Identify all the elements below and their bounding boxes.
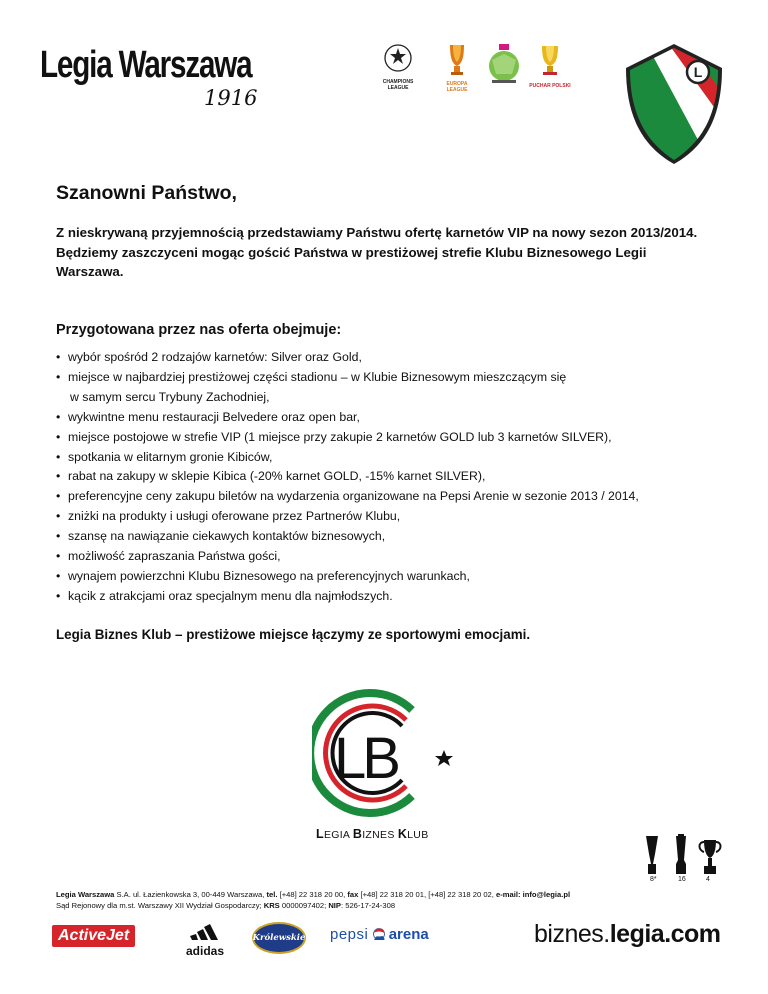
europa-league-caption-2: LEAGUE [446, 87, 468, 93]
intro-paragraph: Z nieskrywaną przyjemnością przedstawiamy Państwu ofertę karnetów VIP na nowy sezon 2013/2014. Będziemy zaszczyceni mogąc gościć Państwa w prestiżowej strefie Klubu Biznesowego Legii Warszawa. [56, 225, 698, 279]
lbk-caption: LEGIA BIZNES KLUB [316, 827, 429, 841]
offer-item: • zniżki na produkty i usługi oferowane przez Partnerów Klubu, [56, 507, 736, 527]
krolewskie-logo: Królewskie [252, 922, 306, 954]
champions-league-caption-2: LEAGUE [387, 85, 409, 91]
europa-league-caption-1: EUROPA [446, 81, 468, 87]
offer-item: • miejsce w najbardziej prestiżowej części stadionu – w Klubie Biznesowym mieszczącym się w samym sercu Trybuny Zachodniej, [56, 368, 736, 408]
offer-item: • wykwintne menu restauracji Belvedere oraz open bar, [56, 408, 736, 428]
offer-item: • kącik z atrakcjami oraz specjalnym menu dla najmłodszych. [56, 587, 736, 607]
champions-league-logo [374, 42, 422, 100]
offer-item: • możliwość zapraszania Państwa gości, [56, 547, 736, 567]
brand-year: 1916 [204, 86, 258, 110]
offer-item: • szansę na nawiązanie ciekawych kontaktów biznesowych, [56, 527, 736, 547]
puchar-polski-logo [526, 42, 574, 100]
offer-item: • rabat na zakupy w sklepie Kibica (-20% karnet GOLD, -15% karnet SILVER), [56, 467, 736, 487]
europa-cup-icon [441, 42, 473, 76]
footer-registration: Sąd Rejonowy dla m.st. Warszawy XII Wydział Gospodarczy; KRS 0000097402; NIP: 526-17-24-308 [56, 901, 396, 910]
puchar-polski-caption: PUCHAR POLSKI [529, 83, 571, 89]
lbk-monogram: LB [334, 726, 397, 791]
trophy-count-1: 8* [650, 876, 657, 883]
offer-item: • wybór spośród 2 rodzajów karnetów: Silver oraz Gold, [56, 348, 736, 368]
offer-title: Przygotowana przez nas oferta obejmuje: [56, 322, 342, 338]
trophy-count-3: 4 [706, 876, 710, 883]
trophies-icon [640, 834, 728, 876]
lbk-logo-icon [312, 686, 472, 820]
adidas-stripes-icon [190, 924, 220, 940]
closing-line: Legia Biznes Klub – prestiżowe miejsce łączymy ze sportowymi emocjami. [56, 627, 531, 642]
europa-league-logo [433, 42, 481, 100]
legia-crest-icon [620, 42, 728, 166]
offer-item: • wynajem powierzchni Klubu Biznesowego na preferencyjnych warunkach, [56, 567, 736, 587]
adidas-logo: adidas [180, 924, 230, 957]
starball-icon [382, 42, 414, 74]
site-url[interactable]: biznes.legia.com [534, 920, 721, 948]
trophy-count-2: 16 [678, 876, 686, 883]
svg-text:L: L [693, 64, 703, 80]
offer-list [56, 348, 736, 607]
offer-item: • spotkania w elitarnym gronie Kibiców, [56, 448, 736, 468]
pepsi-arena-logo: pepsi arena [330, 926, 429, 943]
greeting: Szanowni Państwo, [56, 182, 237, 204]
champions-league-caption-1: CHAMPIONS [382, 79, 414, 85]
activejet-logo: ActiveJet [52, 925, 135, 947]
footer-address: Legia Warszawa S.A. ul. Łazienkowska 3, 00-449 Warszawa, tel. [+48] 22 318 20 00, fax [+48] 22 318 20 01, [+48] 22 318 20 02, e-mail: info@legia.pl [56, 890, 571, 899]
polish-cup-icon [532, 42, 568, 78]
offer-item: • preferencyjne ceny zakupu biletów na wydarzenia organizowane na Pepsi Arenie w sezonie 2013 / 2014, [56, 487, 736, 507]
pepsi-globe-icon [373, 928, 385, 940]
offer-item: • miejsce postojowe w strefie VIP (1 miejsce przy zakupie 2 karnetów GOLD lub 3 karnetów SILVER), [56, 428, 736, 448]
ekstraklasa-ball-icon [484, 42, 524, 88]
ekstraklasa-logo [480, 42, 528, 100]
brand-name: Legia Warszawa [40, 44, 252, 86]
